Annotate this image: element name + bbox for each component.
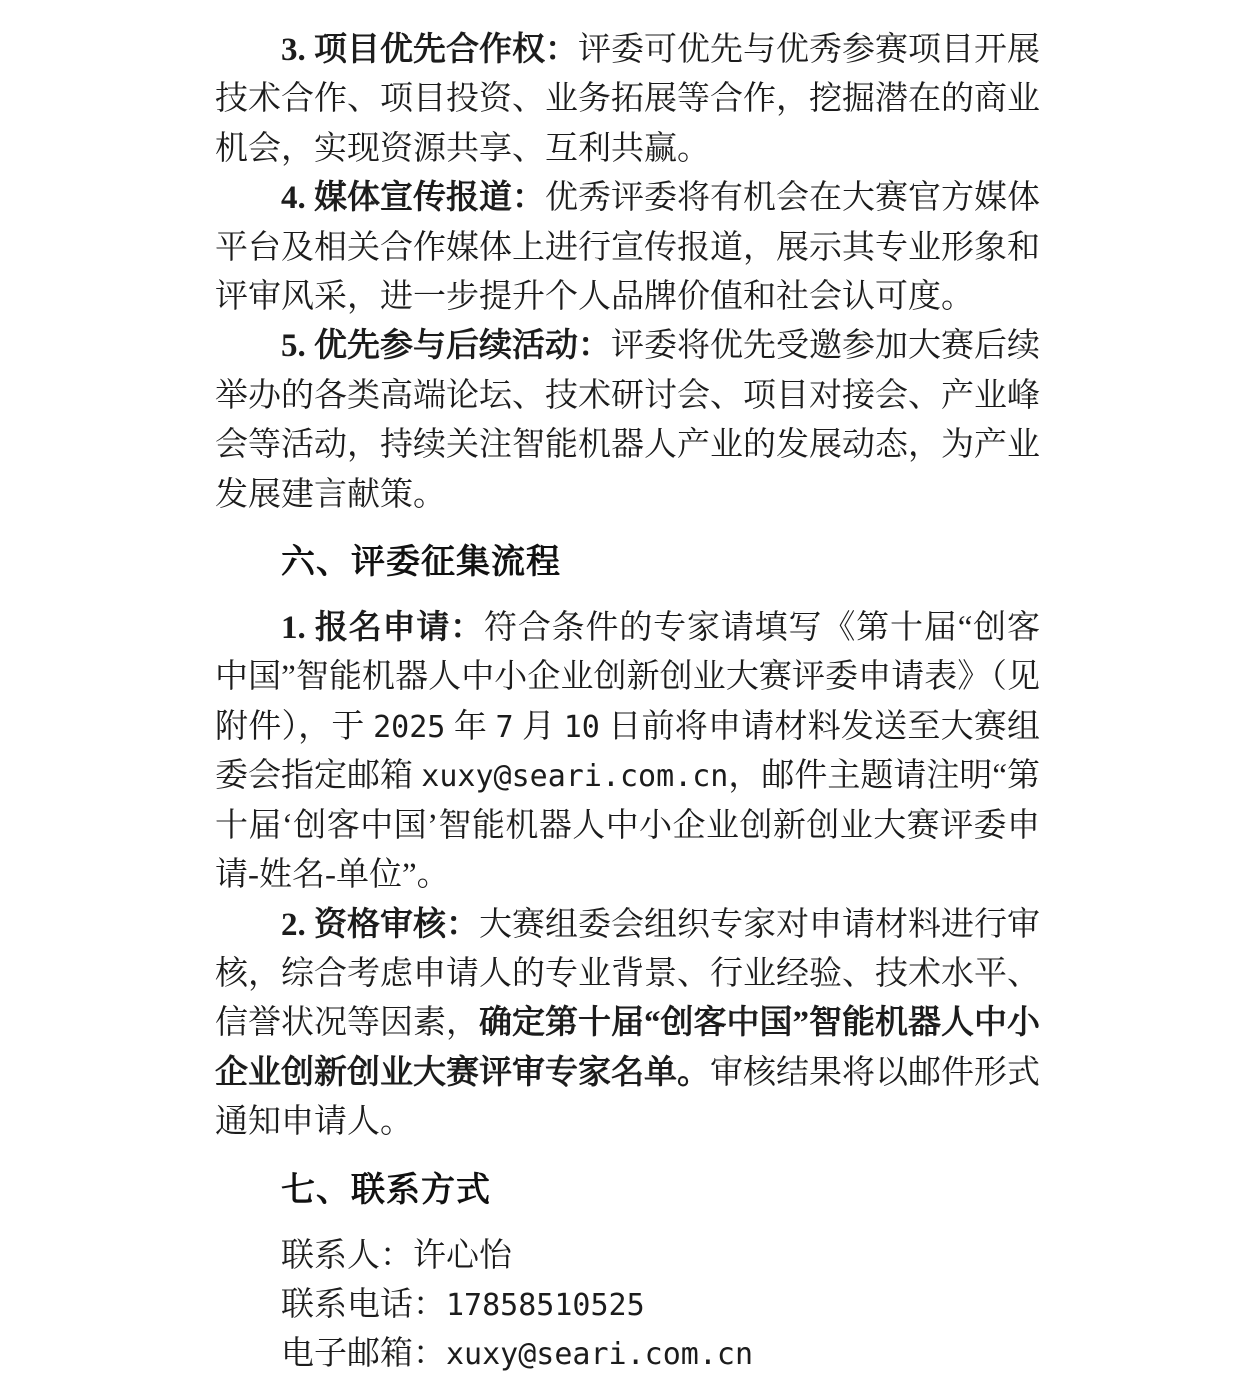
deadline-month: 7: [495, 709, 514, 745]
paragraph-project-priority: [215, 26, 1040, 174]
expert-list-bold-text: 确定第十届“创客中国”智能机器人中小企业创新创业大赛评审专家名单。: [215, 1005, 1040, 1091]
paragraph-follow-up-activities: [215, 322, 1040, 520]
paragraph-text: 审核结果将以邮件形式通知申请人。: [215, 1054, 1040, 1141]
paragraph-text: ，邮件主题请注明“第十届‘创客中国’智能机器人中小企业创新创业大赛评委申请-姓名-单位”。: [215, 758, 1041, 894]
deadline-day: 10: [563, 709, 600, 745]
contact-phone-label: 联系电话：: [281, 1286, 446, 1323]
contact-email-label: 电子邮箱：: [281, 1336, 446, 1373]
contact-phone-number: 17858510525: [446, 1287, 645, 1323]
paragraph-lead-follow-up: 5. 优先参与后续活动：: [281, 328, 611, 365]
contact-person-label: 联系人：: [281, 1237, 413, 1274]
contact-phone-line: [215, 1281, 1040, 1330]
paragraph-text: 年: [445, 708, 496, 745]
deadline-year: 2025: [373, 709, 446, 745]
contact-email-line: [215, 1330, 1040, 1379]
paragraph-text: 月: [513, 708, 564, 745]
paragraph-application: [215, 604, 1040, 900]
submission-email-text: xuxy@seari.com.cn: [421, 759, 729, 795]
section-heading-contact: 七、联系方式: [281, 1170, 491, 1209]
paragraph-text: 评委将优先受邀参加大赛后续举办的各类高端论坛、技术研讨会、项目对接会、产业峰会等活动，持续关注智能机器人产业的发展动态，为产业发展建言献策。: [215, 328, 1040, 513]
paragraph-text: 日前将申请材料发送至大赛组委会指定邮箱: [215, 708, 1041, 795]
paragraph-media-coverage: [215, 174, 1040, 322]
contact-person-name: 许心怡: [413, 1237, 512, 1274]
paragraph-lead-media-coverage: 4. 媒体宣传报道：: [281, 180, 545, 217]
paragraph-lead-project-priority: 3. 项目优先合作权：: [281, 32, 578, 68]
paragraph-lead-qualification: 2. 资格审核：: [281, 906, 479, 943]
section-heading-judge-process: 六、评委征集流程: [281, 543, 561, 582]
paragraph-text: 评委可优先与优秀参赛项目开展技术合作、项目投资、业务拓展等合作，挖掘潜在的商业机会，实现资源共享、互利共赢。: [215, 32, 1040, 167]
contact-email-address: xuxy@seari.com.cn: [446, 1337, 754, 1373]
paragraph-qualification-review: [215, 901, 1040, 1148]
paragraph-lead-application: 1. 报名申请：: [281, 610, 485, 647]
paragraph-text: 优秀评委将有机会在大赛官方媒体平台及相关合作媒体上进行宣传报道，展示其专业形象和评审风采，进一步提升个人品牌价值和社会认可度。: [215, 180, 1040, 316]
paragraph-text: 大赛组委会组织专家对申请材料进行审核，综合考虑申请人的专业背景、行业经验、技术水平、信誉状况等因素，: [215, 906, 1040, 1042]
contact-person-line: [215, 1232, 1040, 1281]
paragraph-text: 符合条件的专家请填写《第十届“创客中国”智能机器人中小企业创新创业大赛评委申请表》（见附件），于: [215, 610, 1041, 745]
